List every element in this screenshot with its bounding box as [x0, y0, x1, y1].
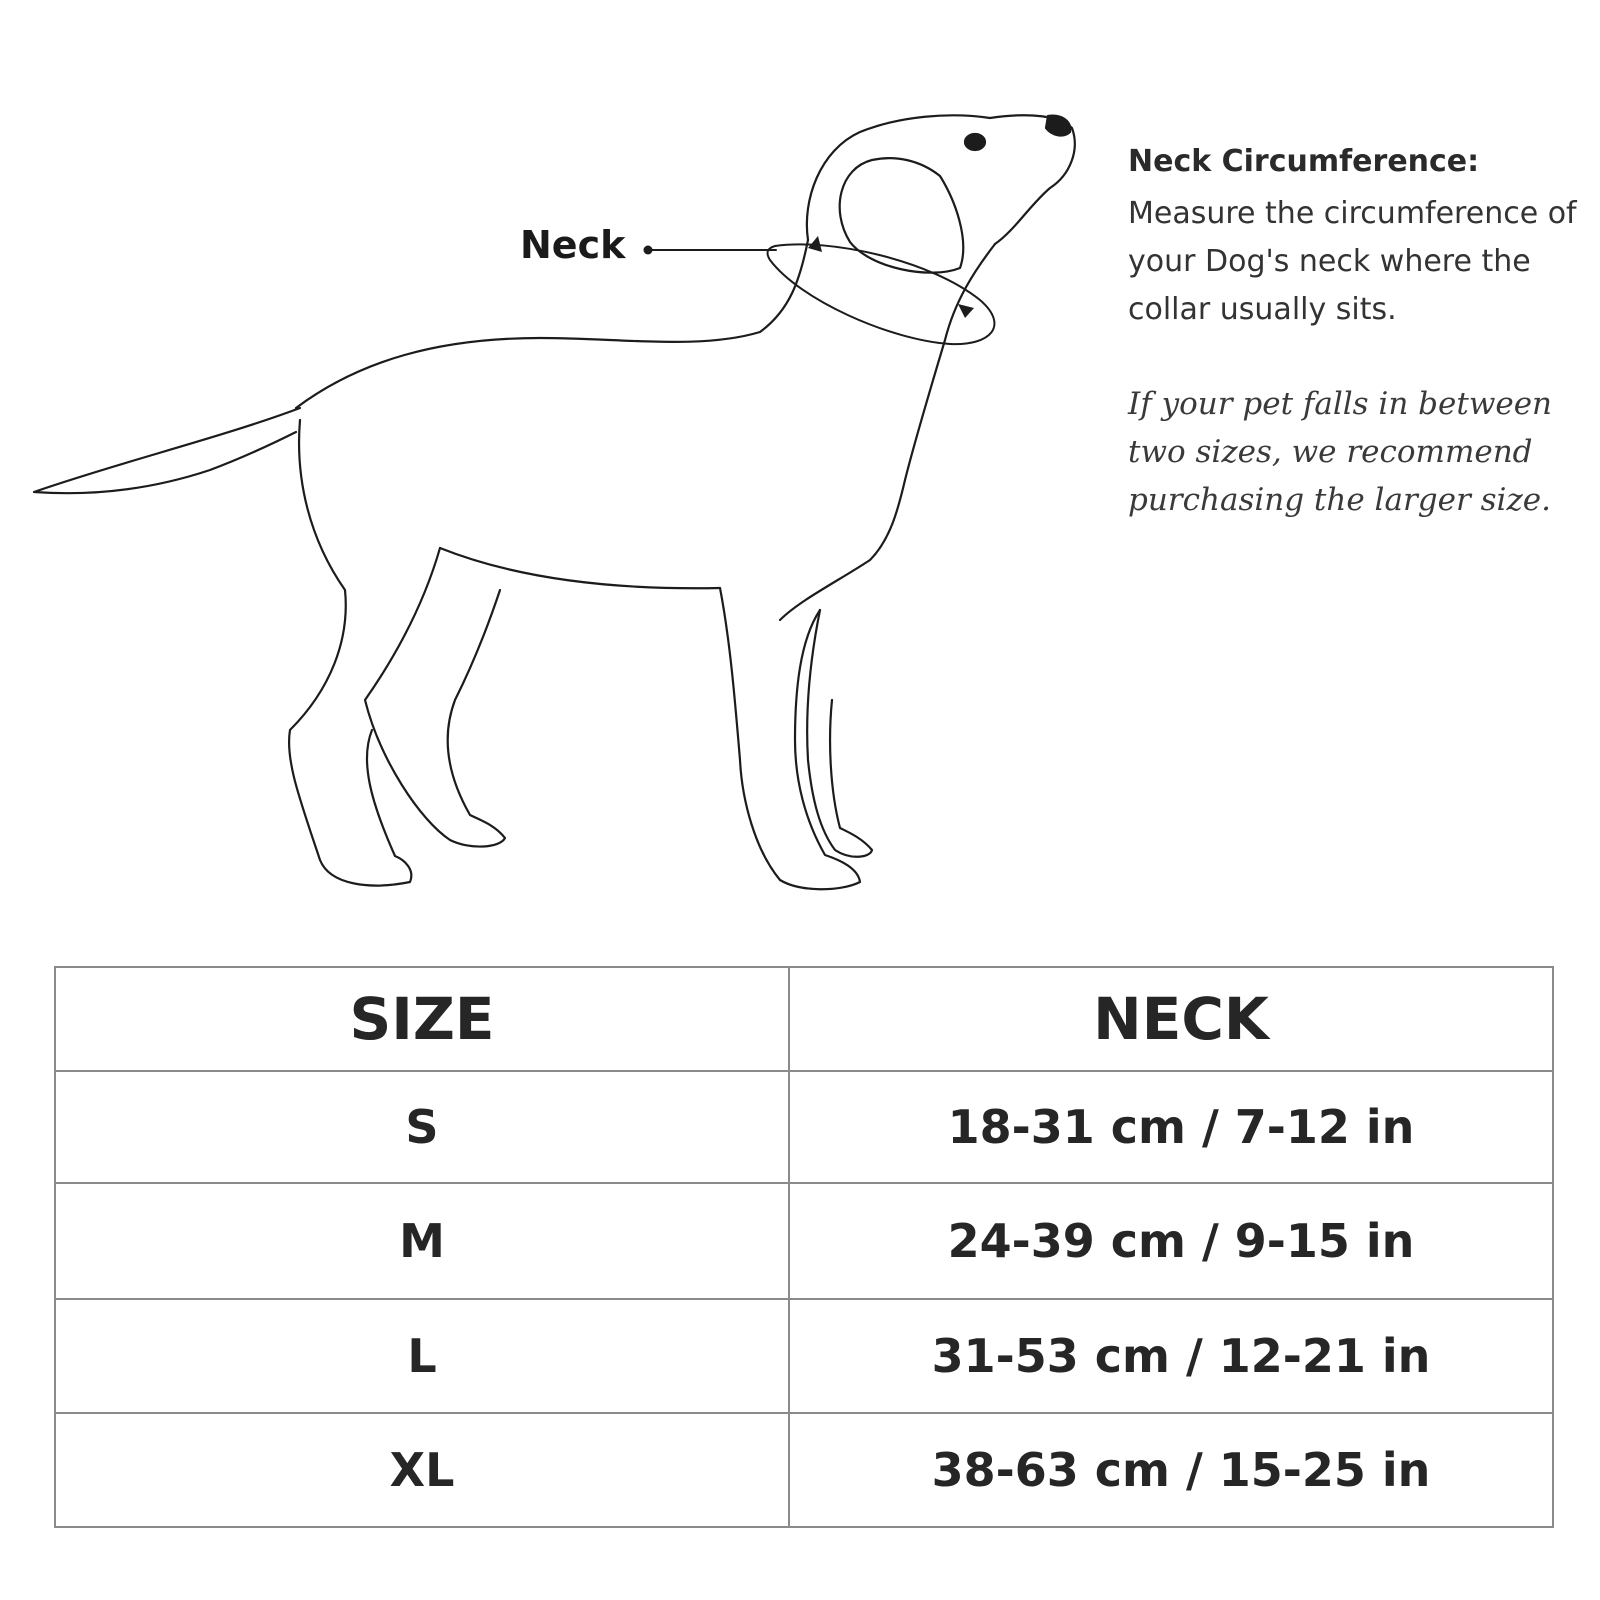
dog-front-leg-2 — [807, 610, 872, 857]
measurement-instructions — [1128, 138, 1588, 524]
instructions-body: Measure the circumference of your Dog's neck where the collar usually sits. — [1128, 196, 1577, 327]
neck-measure-loop — [768, 244, 995, 344]
neck-range-cell: 38-63 cm / 15-25 in — [789, 1413, 1553, 1527]
dog-rear-leg-2 — [365, 548, 505, 847]
dog-nose — [1046, 116, 1070, 136]
table-row — [55, 1413, 1553, 1527]
dog-rear-leg — [289, 420, 411, 886]
dog-ear — [840, 158, 964, 273]
size-chart-table — [54, 966, 1554, 1528]
size-cell: L — [55, 1299, 789, 1413]
neck-arrow-bottom — [958, 304, 974, 318]
size-cell: M — [55, 1183, 789, 1299]
neck-callout-label: Neck — [520, 223, 626, 267]
dog-eye — [965, 134, 985, 150]
dog-tail — [34, 408, 300, 493]
dog-front-leg — [720, 588, 860, 889]
dog-illustration — [0, 0, 1100, 920]
table-row — [55, 1071, 1553, 1183]
dog-belly — [440, 548, 720, 588]
instructions-heading: Neck Circumference: — [1128, 144, 1480, 179]
table-row — [55, 1299, 1553, 1413]
sizing-note: If your pet falls in between two sizes, we recommend purchasing the larger size. — [1128, 386, 1553, 518]
table-row — [55, 1183, 1553, 1299]
neck-pointer-dot — [644, 246, 653, 255]
size-cell: XL — [55, 1413, 789, 1527]
size-column-header: SIZE — [55, 967, 789, 1071]
neck-range-cell: 31-53 cm / 12-21 in — [789, 1299, 1553, 1413]
table-header-row — [55, 967, 1553, 1071]
neck-range-cell: 18-31 cm / 7-12 in — [789, 1071, 1553, 1183]
neck-range-cell: 24-39 cm / 9-15 in — [789, 1183, 1553, 1299]
size-cell: S — [55, 1071, 789, 1183]
dog-chest — [780, 244, 995, 620]
neck-column-header: NECK — [789, 967, 1553, 1071]
